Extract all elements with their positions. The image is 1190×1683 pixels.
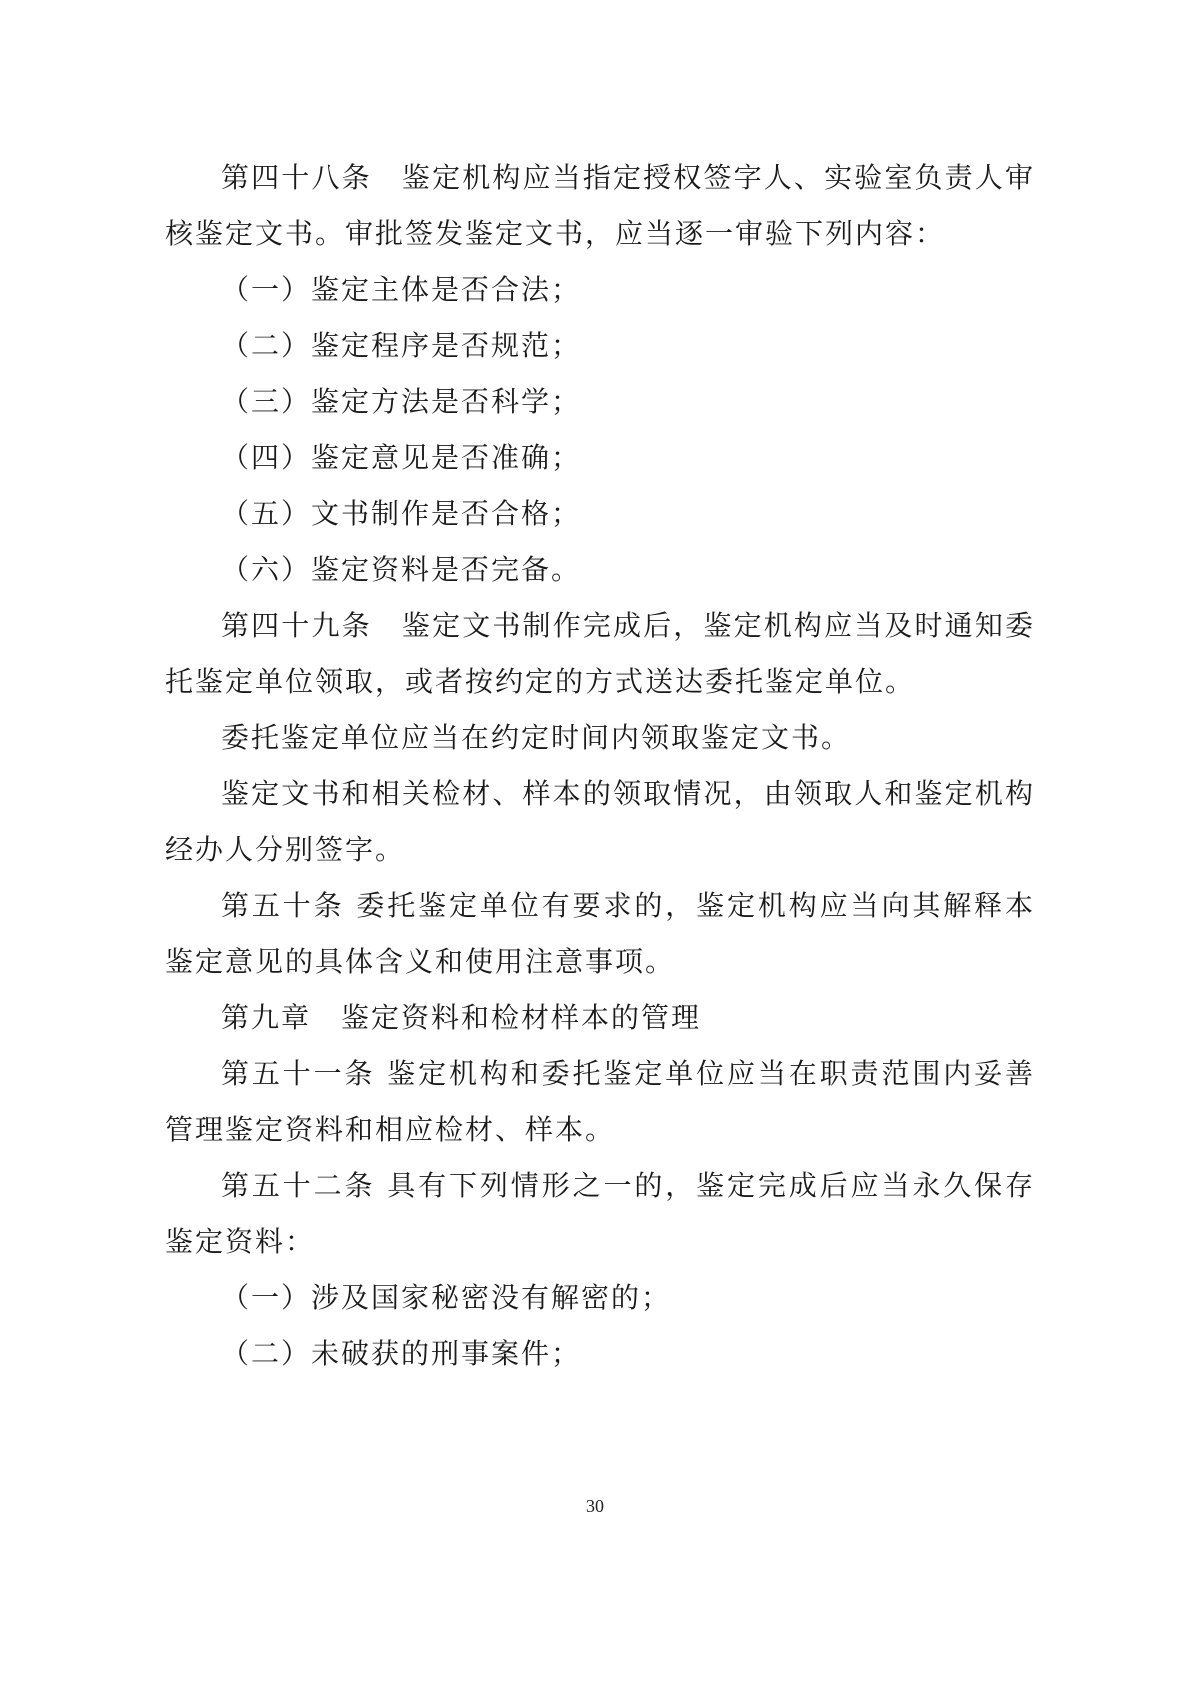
list-item-5: （五）文书制作是否合格； bbox=[221, 497, 582, 530]
article-51-paragraph: 第五十一条 鉴定机构和委托鉴定单位应当在职责范围内妥善管理鉴定资料和相应检材、样本。 bbox=[165, 1057, 1035, 1146]
list-item-2: （二）未破获的刑事案件； bbox=[221, 1337, 582, 1370]
list-item-6: （六）鉴定资料是否完备。 bbox=[221, 553, 582, 586]
chapter-heading: 第九章 鉴定资料和检材样本的管理 bbox=[221, 1001, 702, 1034]
list-item-3: （三）鉴定方法是否科学； bbox=[221, 385, 582, 418]
article-52-paragraph: 第五十二条 具有下列情形之一的，鉴定完成后应当永久保存鉴定资料： bbox=[165, 1169, 1035, 1258]
list-item-2: （二）鉴定程序是否规范； bbox=[221, 329, 582, 362]
body-paragraph: 委托鉴定单位应当在约定时间内领取鉴定文书。 bbox=[221, 721, 852, 754]
list-item-1: （一）鉴定主体是否合法； bbox=[221, 273, 582, 306]
list-item-4: （四）鉴定意见是否准确； bbox=[221, 441, 582, 474]
body-paragraph: 鉴定文书和相关检材、样本的领取情况，由领取人和鉴定机构经办人分别签字。 bbox=[165, 777, 1035, 866]
article-50-paragraph: 第五十条 委托鉴定单位有要求的，鉴定机构应当向其解释本鉴定意见的具体含义和使用注意事项。 bbox=[165, 889, 1035, 978]
list-item-1: （一）涉及国家秘密没有解密的； bbox=[221, 1281, 672, 1314]
page-number: 30 bbox=[586, 1496, 604, 1516]
document-body bbox=[165, 150, 1035, 1382]
article-49-paragraph: 第四十九条 鉴定文书制作完成后，鉴定机构应当及时通知委托鉴定单位领取，或者按约定的方式送达委托鉴定单位。 bbox=[165, 609, 1035, 698]
article-48-paragraph: 第四十八条 鉴定机构应当指定授权签字人、实验室负责人审核鉴定文书。审批签发鉴定文书，应当逐一审验下列内容： bbox=[165, 161, 1035, 250]
